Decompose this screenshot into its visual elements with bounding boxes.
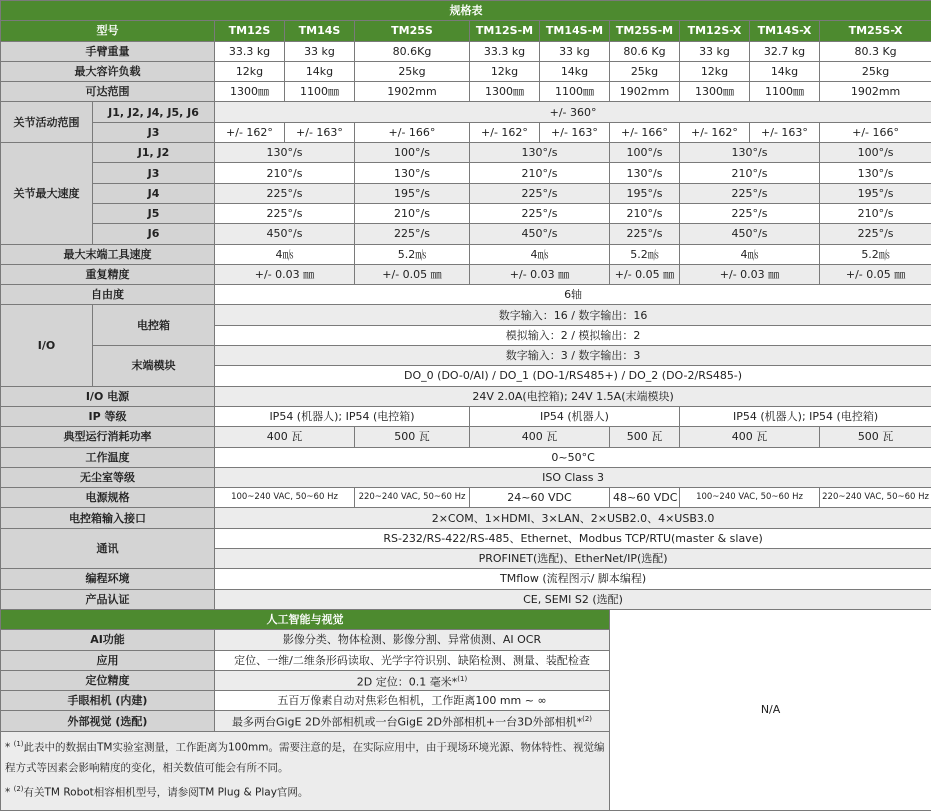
table-cell: 33.3 kg bbox=[470, 41, 540, 61]
table-cell: +/- 162° bbox=[215, 122, 285, 142]
joint-speed-sub-label: J4 bbox=[93, 183, 215, 203]
table-cell: 130°/s bbox=[820, 163, 931, 183]
table-cell: 模拟输入：2 / 模拟输出：2 bbox=[215, 325, 931, 345]
external-vision-label: 外部视觉 (选配) bbox=[1, 711, 215, 731]
table-cell: PROFINET(选配)、EtherNet/IP(选配) bbox=[215, 549, 931, 569]
table-cell: +/- 166° bbox=[355, 122, 470, 142]
table-cell: DO_0 (DO-0/AI) / DO_1 (DO-1/RS485+) / DO_2 (DO-2/RS485-) bbox=[215, 366, 931, 386]
comm-label: 通讯 bbox=[1, 528, 215, 569]
table-cell: 225°/s bbox=[215, 183, 355, 203]
table-cell: 450°/s bbox=[680, 224, 820, 244]
table-cell: 12kg bbox=[680, 61, 750, 81]
joint-speed-sub-label: J5 bbox=[93, 203, 215, 223]
model-header: TM14S-M bbox=[540, 21, 610, 41]
table-cell: 500 瓦 bbox=[820, 427, 931, 447]
tcp-speed-label: 最大末端工具速度 bbox=[1, 244, 215, 264]
table-cell: 130°/s bbox=[215, 143, 355, 163]
table-cell: 14kg bbox=[285, 61, 355, 81]
table-cell: 210°/s bbox=[470, 163, 610, 183]
table-cell: 210°/s bbox=[215, 163, 355, 183]
certification-row bbox=[1, 589, 931, 609]
table-cell: 220~240 VAC, 50~60 Hz bbox=[820, 488, 931, 508]
model-header: TM25S bbox=[355, 21, 470, 41]
power-row bbox=[1, 427, 931, 447]
table-cell: 1902mm bbox=[355, 82, 470, 102]
joint-speed-row bbox=[1, 203, 931, 223]
table-cell: 1300㎜ bbox=[215, 82, 285, 102]
arm-weight-row bbox=[1, 41, 931, 61]
comm-row bbox=[1, 528, 931, 548]
eye-in-hand-label: 手眼相机 (内建) bbox=[1, 691, 215, 711]
na-cell: N/A bbox=[610, 609, 931, 810]
title-row bbox=[1, 1, 931, 21]
table-cell: 24~60 VDC bbox=[470, 488, 610, 508]
model-header: TM14S bbox=[285, 21, 355, 41]
table-cell: CE, SEMI S2 (选配) bbox=[215, 589, 931, 609]
positioning-label: 定位精度 bbox=[1, 670, 215, 690]
table-cell: 5.2㎧ bbox=[610, 244, 680, 264]
table-cell: 225°/s bbox=[470, 203, 610, 223]
joint-range-row-2 bbox=[1, 122, 931, 142]
table-cell: 数字输入：3 / 数字输出：3 bbox=[215, 346, 931, 366]
table-cell: 1100㎜ bbox=[540, 82, 610, 102]
table-cell: 12kg bbox=[215, 61, 285, 81]
model-label: 型号 bbox=[1, 21, 215, 41]
table-cell: 225°/s bbox=[215, 203, 355, 223]
table-cell: 80.6 Kg bbox=[610, 41, 680, 61]
programming-row bbox=[1, 569, 931, 589]
reach-row bbox=[1, 82, 931, 102]
io-power-row bbox=[1, 386, 931, 406]
table-cell: 6轴 bbox=[215, 285, 931, 305]
table-cell: 14kg bbox=[750, 61, 820, 81]
io-row bbox=[1, 305, 931, 325]
table-cell: IP54 (机器人); IP54 (电控箱) bbox=[215, 406, 470, 426]
table-cell: 80.6Kg bbox=[355, 41, 470, 61]
table-cell: 100°/s bbox=[820, 143, 931, 163]
table-cell: 195°/s bbox=[820, 183, 931, 203]
table-cell: 225°/s bbox=[820, 224, 931, 244]
joint-speed-label: 关节最大速度 bbox=[1, 143, 93, 244]
table-cell: 195°/s bbox=[610, 183, 680, 203]
table-cell: 100~240 VAC, 50~60 Hz bbox=[680, 488, 820, 508]
table-cell: 1902mm bbox=[610, 82, 680, 102]
power-label: 典型运行消耗功率 bbox=[1, 427, 215, 447]
table-cell: 25kg bbox=[820, 61, 931, 81]
table-cell: 225°/s bbox=[680, 183, 820, 203]
table-cell: TMflow (流程图示/ 脚本编程) bbox=[215, 569, 931, 589]
ai-section-row bbox=[1, 609, 931, 629]
table-cell: 225°/s bbox=[470, 183, 610, 203]
joint-speed-row bbox=[1, 224, 931, 244]
table-cell: 400 瓦 bbox=[215, 427, 355, 447]
joint-range-sub-label: J3 bbox=[93, 122, 215, 142]
table-cell: 数字输入：16 / 数字输出：16 bbox=[215, 305, 931, 325]
table-cell: 130°/s bbox=[355, 163, 470, 183]
model-header: TM14S-X bbox=[750, 21, 820, 41]
table-cell: +/- 163° bbox=[750, 122, 820, 142]
table-cell: 450°/s bbox=[215, 224, 355, 244]
footnote-ref: (1) bbox=[457, 674, 468, 683]
model-row bbox=[1, 21, 931, 41]
table-cell: 195°/s bbox=[355, 183, 470, 203]
repeatability-row bbox=[1, 264, 931, 284]
table-cell: 32.7 kg bbox=[750, 41, 820, 61]
table-cell: 130°/s bbox=[610, 163, 680, 183]
ip-row bbox=[1, 406, 931, 426]
table-cell: +/- 166° bbox=[610, 122, 680, 142]
external-vision-value: 最多两台GigE 2D外部相机或一台GigE 2D外部相机+一台3D外部相机* bbox=[231, 715, 583, 729]
joint-range-row-1 bbox=[1, 102, 931, 122]
model-header: TM12S bbox=[215, 21, 285, 41]
joint-speed-sub-label: J3 bbox=[93, 163, 215, 183]
io-row bbox=[1, 346, 931, 366]
table-cell: 1300㎜ bbox=[680, 82, 750, 102]
joint-speed-row bbox=[1, 183, 931, 203]
table-cell: 500 瓦 bbox=[610, 427, 680, 447]
ai-section-header: 人工智能与视觉 bbox=[1, 609, 610, 629]
table-cell: 48~60 VDC bbox=[610, 488, 680, 508]
footnotes bbox=[1, 731, 610, 810]
application-label: 应用 bbox=[1, 650, 215, 670]
model-header: TM12S-X bbox=[680, 21, 750, 41]
table-cell: 5.2㎧ bbox=[355, 244, 470, 264]
table-cell: 210°/s bbox=[355, 203, 470, 223]
table-cell: 225°/s bbox=[610, 224, 680, 244]
table-cell: 100°/s bbox=[610, 143, 680, 163]
model-header: TM12S-M bbox=[470, 21, 540, 41]
table-cell: 400 瓦 bbox=[680, 427, 820, 447]
programming-label: 编程环境 bbox=[1, 569, 215, 589]
table-cell: 33 kg bbox=[285, 41, 355, 61]
arm-weight-label: 手臂重量 bbox=[1, 41, 215, 61]
table-cell: 5.2㎧ bbox=[820, 244, 931, 264]
table-cell: IP54 (机器人) bbox=[470, 406, 680, 426]
payload-label: 最大容许负载 bbox=[1, 61, 215, 81]
tool-module-label: 末端模块 bbox=[93, 346, 215, 387]
ports-row bbox=[1, 508, 931, 528]
cleanroom-label: 无尘室等级 bbox=[1, 467, 215, 487]
table-cell: +/- 166° bbox=[820, 122, 931, 142]
table-cell: +/- 0.03 ㎜ bbox=[215, 264, 355, 284]
table-cell: 25kg bbox=[610, 61, 680, 81]
table-cell: +/- 360° bbox=[215, 102, 931, 122]
repeatability-label: 重复精度 bbox=[1, 264, 215, 284]
table-cell: +/- 0.05 ㎜ bbox=[820, 264, 931, 284]
table-cell: 100~240 VAC, 50~60 Hz bbox=[215, 488, 355, 508]
joint-speed-sub-label: J6 bbox=[93, 224, 215, 244]
table-cell: 100°/s bbox=[355, 143, 470, 163]
io-power-label: I/O 电源 bbox=[1, 386, 215, 406]
table-cell: 130°/s bbox=[680, 143, 820, 163]
temp-label: 工作温度 bbox=[1, 447, 215, 467]
table-cell: 1100㎜ bbox=[750, 82, 820, 102]
table-cell: 210°/s bbox=[610, 203, 680, 223]
table-cell: 400 瓦 bbox=[470, 427, 610, 447]
reach-label: 可达范围 bbox=[1, 82, 215, 102]
certification-label: 产品认证 bbox=[1, 589, 215, 609]
joint-range-sub-label: J1, J2, J4, J5, J6 bbox=[93, 102, 215, 122]
cleanroom-row bbox=[1, 467, 931, 487]
table-cell: 130°/s bbox=[470, 143, 610, 163]
table-cell: 0~50°C bbox=[215, 447, 931, 467]
table-cell: 80.3 Kg bbox=[820, 41, 931, 61]
table-cell: 12kg bbox=[470, 61, 540, 81]
table-cell: +/- 163° bbox=[540, 122, 610, 142]
ip-label: IP 等级 bbox=[1, 406, 215, 426]
footnote-ref: (2) bbox=[582, 715, 593, 724]
table-cell: +/- 162° bbox=[470, 122, 540, 142]
joint-speed-sub-label: J1, J2 bbox=[93, 143, 215, 163]
table-cell: +/- 162° bbox=[680, 122, 750, 142]
table-cell: 4㎧ bbox=[215, 244, 355, 264]
model-header: TM25S-M bbox=[610, 21, 680, 41]
table-cell: 五百万像素自动对焦彩色相机，工作距离100 mm ~ ∞ bbox=[215, 691, 610, 711]
table-cell: 定位、一维/二维条形码读取、光学字符识别、缺陷检测、测量、装配检查 bbox=[215, 650, 610, 670]
table-cell: ISO Class 3 bbox=[215, 467, 931, 487]
io-label: I/O bbox=[1, 305, 93, 386]
table-cell: 1902mm bbox=[820, 82, 931, 102]
positioning-value: 2D 定位：0.1 毫米* bbox=[356, 675, 458, 689]
table-cell: +/- 163° bbox=[285, 122, 355, 142]
table-cell: 14kg bbox=[540, 61, 610, 81]
table-cell: 4㎧ bbox=[680, 244, 820, 264]
table-cell: +/- 0.05 ㎜ bbox=[610, 264, 680, 284]
dof-label: 自由度 bbox=[1, 285, 215, 305]
table-cell: 4㎧ bbox=[470, 244, 610, 264]
payload-row bbox=[1, 61, 931, 81]
table-cell: 225°/s bbox=[355, 224, 470, 244]
table-cell: 影像分类、物体检测、影像分割、异常侦测、AI OCR bbox=[215, 630, 610, 650]
table-cell: 225°/s bbox=[680, 203, 820, 223]
ai-func-label: AI功能 bbox=[1, 630, 215, 650]
table-cell: 1300㎜ bbox=[470, 82, 540, 102]
joint-speed-row bbox=[1, 143, 931, 163]
control-box-label: 电控箱 bbox=[93, 305, 215, 346]
table-cell: +/- 0.03 ㎜ bbox=[470, 264, 610, 284]
tcp-speed-row bbox=[1, 244, 931, 264]
table-title: 规格表 bbox=[1, 1, 931, 21]
table-cell: 33 kg bbox=[680, 41, 750, 61]
table-cell: 450°/s bbox=[470, 224, 610, 244]
table-cell: 220~240 VAC, 50~60 Hz bbox=[355, 488, 470, 508]
table-cell: IP54 (机器人); IP54 (电控箱) bbox=[680, 406, 931, 426]
table-cell: 33 kg bbox=[540, 41, 610, 61]
ports-label: 电控箱输入接口 bbox=[1, 508, 215, 528]
footnote-1: * $^{(1)}$此表中的数据由TM实验室测量，工作距离为100mm。需要注意的是，在实际应用中，由于现场环境光源、物体特性、视觉编程方式等因素会影响精度的变化，相关数值可能会有所不同。 bbox=[5, 739, 605, 775]
table-cell: 25kg bbox=[355, 61, 470, 81]
table-cell bbox=[215, 670, 610, 690]
table-cell: 210°/s bbox=[680, 163, 820, 183]
table-cell: 210°/s bbox=[820, 203, 931, 223]
table-cell: +/- 0.03 ㎜ bbox=[680, 264, 820, 284]
table-cell: +/- 0.05 ㎜ bbox=[355, 264, 470, 284]
table-cell: RS-232/RS-422/RS-485、Ethernet、Modbus TCP/RTU(master & slave) bbox=[215, 528, 931, 548]
table-cell bbox=[215, 711, 610, 731]
table-cell: 2×COM、1×HDMI、3×LAN、2×USB2.0、4×USB3.0 bbox=[215, 508, 931, 528]
table-cell: 500 瓦 bbox=[355, 427, 470, 447]
footnote-2: * $^{(2)}$有关TM Robot相容相机型号，请参阅TM Plug & Play官网。 bbox=[5, 785, 309, 799]
temp-row bbox=[1, 447, 931, 467]
dof-row bbox=[1, 285, 931, 305]
joint-speed-row bbox=[1, 163, 931, 183]
joint-range-label: 关节活动范围 bbox=[1, 102, 93, 143]
table-cell: 24V 2.0A(电控箱); 24V 1.5A(末端模块) bbox=[215, 386, 931, 406]
table-cell: 33.3 kg bbox=[215, 41, 285, 61]
model-header: TM25S-X bbox=[820, 21, 931, 41]
power-supply-row bbox=[1, 488, 931, 508]
power-supply-label: 电源规格 bbox=[1, 488, 215, 508]
table-cell: 1100㎜ bbox=[285, 82, 355, 102]
